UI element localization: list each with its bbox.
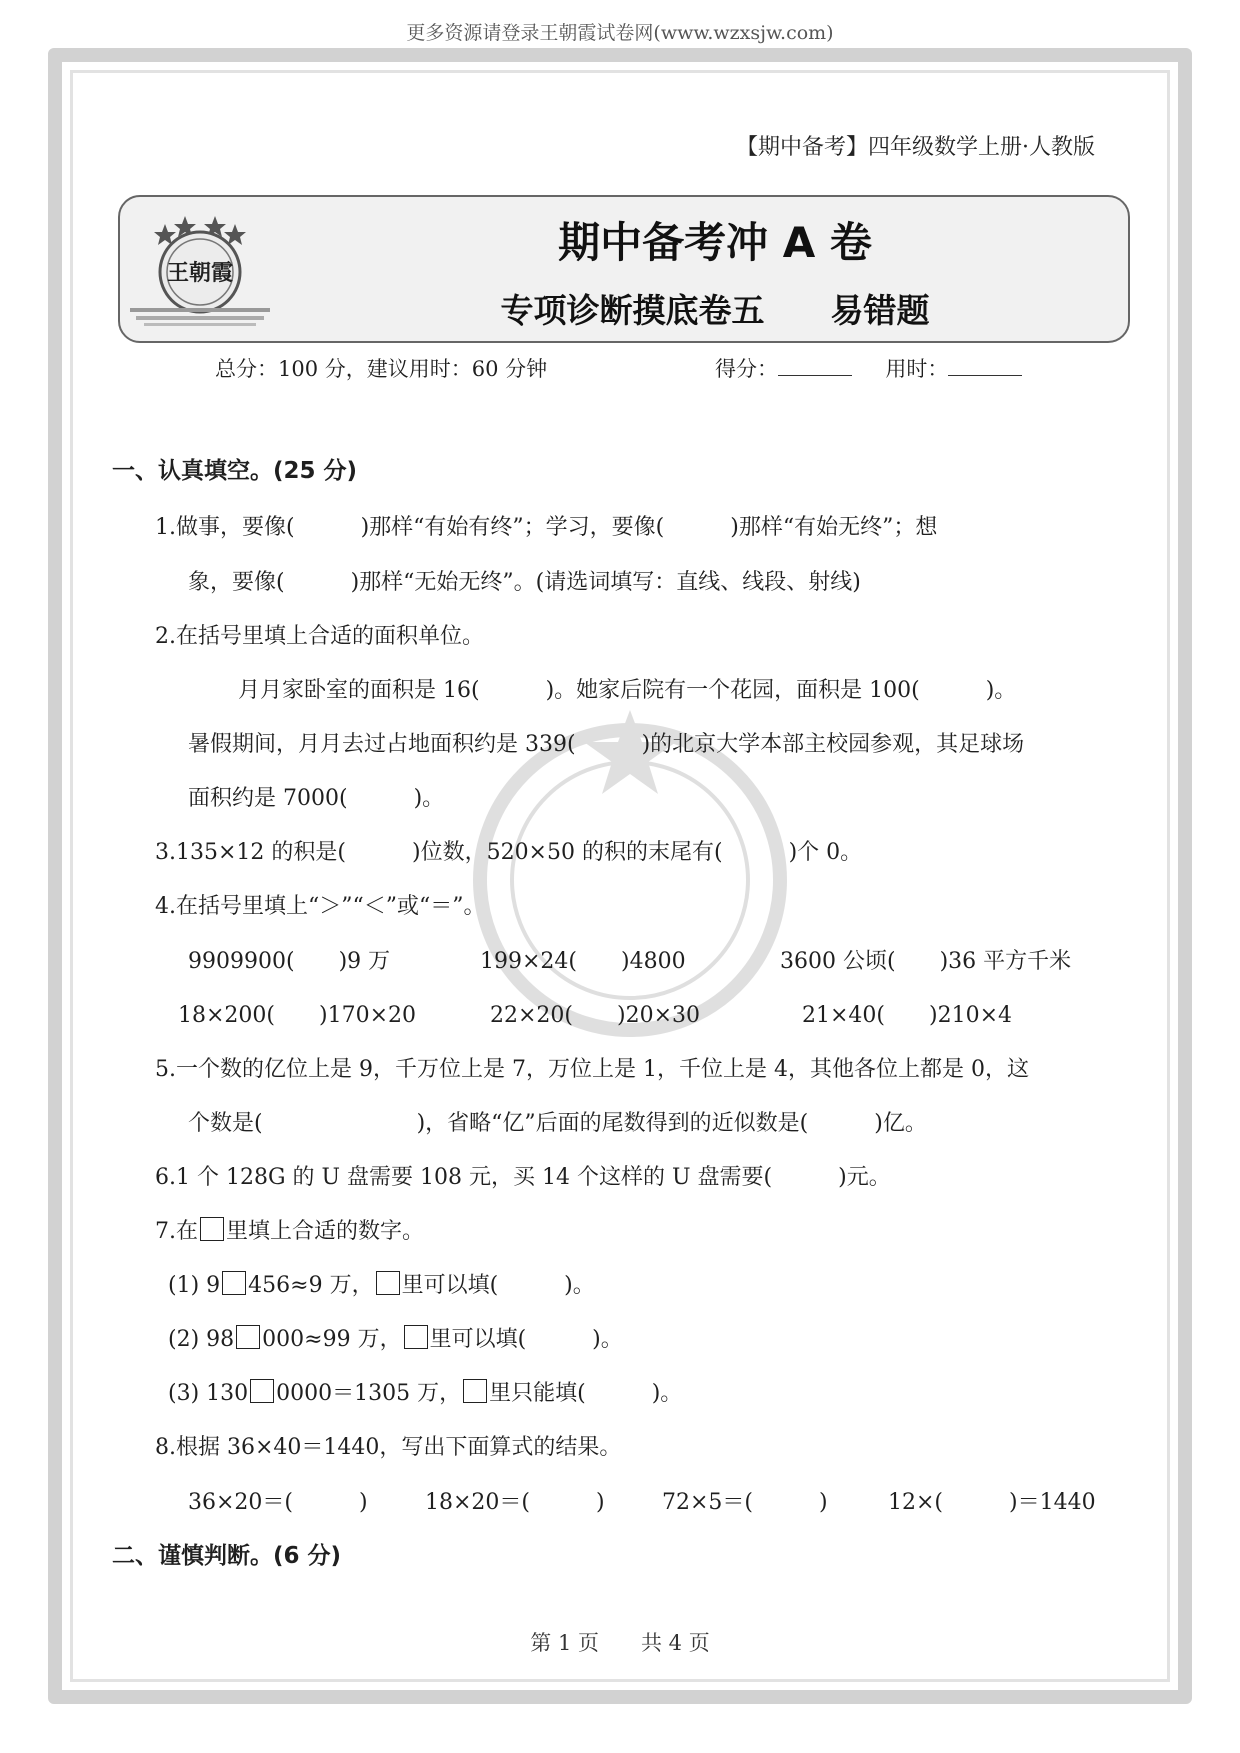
question-4-item: 9909900( )9 万 bbox=[188, 949, 391, 974]
q7-part-text: 里可以填( )。 bbox=[429, 1327, 623, 1352]
question-8-item: 36×20＝( ) bbox=[188, 1490, 368, 1515]
answer-box[interactable] bbox=[250, 1379, 274, 1403]
answer-box[interactable] bbox=[236, 1325, 260, 1349]
question-4-item: 22×20( )20×30 bbox=[490, 1003, 701, 1028]
question-8-item: 18×20＝( ) bbox=[425, 1490, 605, 1515]
q7-part-text: (2) 98 bbox=[168, 1327, 235, 1352]
page-subtitle: 专项诊断摸底卷五 易错题 bbox=[500, 291, 930, 330]
question-7 bbox=[155, 1214, 424, 1245]
answer-box[interactable] bbox=[463, 1379, 487, 1403]
question-4-item: 18×200( )170×20 bbox=[178, 1003, 417, 1028]
question-7-suffix: 里填上合适的数字。 bbox=[226, 1219, 425, 1244]
question-7-part-2 bbox=[168, 1322, 623, 1353]
answer-box[interactable] bbox=[376, 1271, 400, 1295]
q7-part-text: 000≈99 万， bbox=[262, 1327, 402, 1352]
section-1-title: 一、认真填空。(25 分) bbox=[112, 458, 358, 484]
answer-box[interactable] bbox=[200, 1217, 224, 1241]
question-7-part-3 bbox=[168, 1376, 682, 1407]
score-label: 得分： bbox=[715, 357, 778, 381]
question-2-line-1: 月月家卧室的面积是 16( )。她家后院有一个花园，面积是 100( )。 bbox=[238, 678, 1017, 703]
question-8: 8.根据 36×40＝1440，写出下面算式的结果。 bbox=[155, 1435, 622, 1460]
q7-part-text: 里只能填( )。 bbox=[489, 1381, 683, 1406]
question-8-item: 72×5＝( ) bbox=[662, 1490, 828, 1515]
logo-text: 王朝霞 bbox=[166, 260, 234, 286]
question-1-line-2: 象，要像( )那样“无始无终”。(请选词填写：直线、线段、射线) bbox=[188, 570, 861, 595]
score-blank[interactable] bbox=[778, 357, 852, 376]
question-7-part-1 bbox=[168, 1268, 595, 1299]
question-4-item: 21×40( )210×4 bbox=[802, 1003, 1013, 1028]
question-7-prefix: 7.在 bbox=[155, 1219, 198, 1244]
series-label: 【期中备考】四年级数学上册·人教版 bbox=[736, 135, 1095, 160]
answer-box[interactable] bbox=[222, 1271, 246, 1295]
question-5-line-1: 5.一个数的亿位上是 9，千万位上是 7，万位上是 1，千位上是 4，其他各位上都是 0，这 bbox=[155, 1057, 1029, 1082]
score-time-fields bbox=[715, 353, 1022, 383]
question-3: 3.135×12 的积是( )位数，520×50 的积的末尾有( )个 0。 bbox=[155, 840, 863, 865]
answer-box[interactable] bbox=[404, 1325, 428, 1349]
q7-part-text: 里可以填( )。 bbox=[401, 1273, 595, 1298]
question-6: 6.1 个 128G 的 U 盘需要 108 元，买 14 个这样的 U 盘需要( )元。 bbox=[155, 1165, 891, 1190]
question-1-line-1: 1.做事，要像( )那样“有始有终”；学习，要像( )那样“有始无终”；想 bbox=[155, 515, 938, 540]
question-5-line-2: 个数是( )，省略“亿”后面的尾数得到的近似数是( )亿。 bbox=[188, 1111, 927, 1136]
page-footer: 第 1 页 共 4 页 bbox=[530, 1631, 710, 1655]
q7-part-text: (1) 9 bbox=[168, 1273, 221, 1298]
question-2: 2.在括号里填上合适的面积单位。 bbox=[155, 624, 484, 649]
page-title: 期中备考冲 A 卷 bbox=[558, 218, 872, 267]
score-info: 总分：100 分，建议用时：60 分钟 bbox=[215, 357, 548, 381]
question-2-line-2: 暑假期间，月月去过占地面积约是 339( )的北京大学本部主校园参观，其足球场 bbox=[188, 732, 1025, 757]
time-label: 用时： bbox=[885, 357, 949, 381]
site-note: 更多资源请登录王朝霞试卷网(www.wzxsjw.com) bbox=[406, 22, 834, 44]
question-8-item: 12×( )＝1440 bbox=[888, 1490, 1096, 1515]
question-4-item: 199×24( )4800 bbox=[480, 949, 686, 974]
time-blank[interactable] bbox=[948, 357, 1022, 376]
question-2-line-3: 面积约是 7000( )。 bbox=[188, 786, 445, 811]
question-4: 4.在括号里填上“＞”“＜”或“＝”。 bbox=[155, 894, 486, 919]
q7-part-text: (3) 130 bbox=[168, 1381, 249, 1406]
q7-part-text: 456≈9 万， bbox=[248, 1273, 374, 1298]
question-4-item: 3600 公顷( )36 平方千米 bbox=[780, 949, 1072, 974]
q7-part-text: 0000＝1305 万， bbox=[276, 1381, 462, 1406]
section-2-title: 二、谨慎判断。(6 分) bbox=[112, 1543, 342, 1569]
